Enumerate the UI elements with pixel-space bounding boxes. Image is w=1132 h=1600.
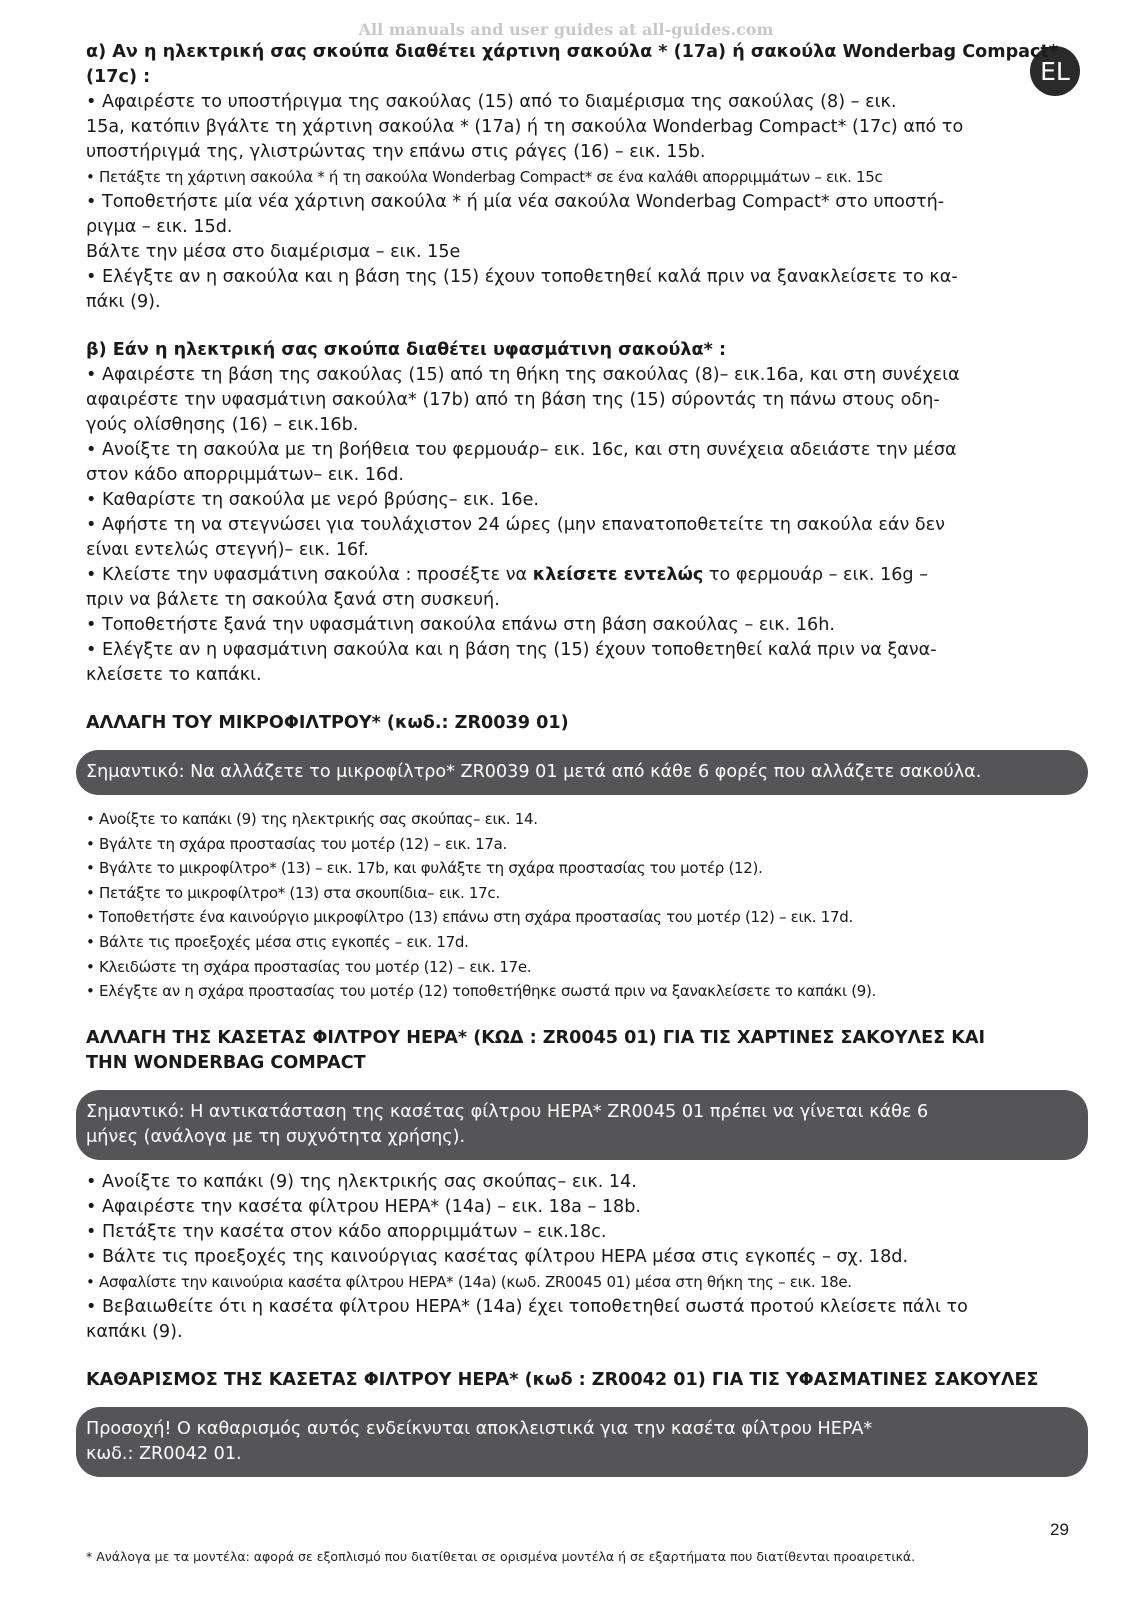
list-item: • Αφαιρέστε την κασέτα φίλτρου HEPA* (14a) – εικ. 18a – 18b.: [86, 1196, 641, 1217]
page-number: 29: [1050, 1520, 1069, 1539]
section-hepa-cleaning-heading: ΚΑΘΑΡΙΣΜΟΣ ΤΗΣ ΚΑΣΕΤΑΣ ΦΙΛΤΡΟΥ HEPA* (κωδ : ZR0042 01) ΓΙΑ ΤΙΣ ΥΦΑΣΜΑΤΙΝΕΣ ΣΑΚΟΥΛΕΣ: [86, 1369, 1039, 1390]
banner-text: μήνες (ανάλογα με τη συχνότητα χρήσης).: [86, 1126, 466, 1147]
section-a-heading: α) Αν η ηλεκτρική σας σκούπα διαθέτει χάρτινη σακούλα * (17a) ή σακούλα Wonderbag Compact*: [86, 42, 1059, 62]
list-item: • Πετάξτε το μικροφίλτρο* (13) στα σκουπίδια– εικ. 17c.: [86, 883, 500, 902]
list-item: • Βάλτε τις προεξοχές μέσα στις εγκοπές – εικ. 17d.: [86, 932, 469, 951]
text-line: • Καθαρίστε τη σακούλα με νερό βρύσης– εικ. 16e.: [86, 490, 540, 510]
microfilter-steps: [86, 807, 1076, 1004]
list-item: • Κλειδώστε τη σχάρα προστασίας του μοτέρ (12) – εικ. 17e.: [86, 957, 532, 976]
important-banner-microfilter: [76, 750, 1088, 795]
text-line: γούς ολίσθησης (16) – εικ.16b.: [86, 415, 359, 435]
text-line: • Τοποθετήστε ξανά την υφασμάτινη σακούλα επάνω στη βάση σακούλας – εικ. 16h.: [86, 615, 835, 635]
footnote: * Ανάλογα με τα μοντέλα: αφορά σε εξοπλισμό που διατίθεται σε ορισμένα μοντέλα ή σε εξαρτήματα που διατίθενται προαιρετικά.: [86, 1549, 916, 1564]
text-line: • Αφαιρέστε το υποστήριγμα της σακούλας (15) από το διαμέρισμα της σακούλας (8) – εικ.: [86, 92, 897, 112]
text-line: είναι εντελώς στεγνή)– εικ. 16f.: [86, 540, 369, 560]
text-line: πάκι (9).: [86, 292, 161, 312]
section-hepa-heading: ΑΛΛΑΓΗ ΤΗΣ ΚΑΣΕΤΑΣ ΦΙΛΤΡΟΥ HEPA* (ΚΩΔ : ZR0045 01) ΓΙΑ ΤΙΣ ΧΑΡΤΙΝΕΣ ΣΑΚΟΥΛΕΣ ΚΑΙ: [86, 1027, 986, 1048]
list-item: • Βάλτε τις προεξοχές της καινούργιας κασέτας φίλτρου HEPA μέσα στις εγκοπές – σχ. 18d.: [86, 1246, 909, 1267]
text-line: υποστήριγμά της, γλιστρώντας την επάνω στις ράγες (16) – εικ. 15b.: [86, 142, 706, 162]
text-line: • Ανοίξτε τη σακούλα με τη βοήθεια του φερμουάρ– εικ. 16c, και στη συνέχεια αδειάστε την μέσα: [86, 440, 957, 460]
text-line: πριν να βάλετε τη σακούλα ξανά στη συσκευή.: [86, 590, 500, 610]
list-item: • Βεβαιωθείτε ότι η κασέτα φίλτρου HEPA* (14a) έχει τοποθετηθεί σωστά προτού κλείσετε πάλι το: [86, 1296, 968, 1317]
banner-text: Σημαντικό: Να αλλάζετε το μικροφίλτρο* ZR0039 01 μετά από κάθε 6 φορές που αλλάζετε σακούλα.: [86, 762, 982, 782]
text-line: κλείσετε το καπάκι.: [86, 665, 262, 685]
text-line: • Πετάξτε τη χάρτινη σακούλα * ή τη σακούλα Wonderbag Compact* σε ένα καλάθι απορριμμάτων – εικ. 15c: [86, 168, 883, 186]
list-item: • Πετάξτε την κασέτα στον κάδο απορριμμάτων – εικ.18c.: [86, 1221, 607, 1242]
section-b-heading: β) Εάν η ηλεκτρική σας σκούπα διαθέτει υφασμάτινη σακούλα* :: [86, 340, 726, 360]
language-badge: EL: [1030, 46, 1080, 96]
text-line: αφαιρέστε την υφασμάτινη σακούλα* (17b) από τη βάση της (15) σύροντάς τη πάνω στους οδη-: [86, 390, 940, 410]
warning-banner-hepa-cleaning: [76, 1407, 1088, 1477]
text-line: • Αφήστε τη να στεγνώσει για τουλάχιστον 24 ώρες (μην επανατοποθετείτε τη σακούλα εάν δεν: [86, 515, 945, 535]
list-item: • Ανοίξτε το καπάκι (9) της ηλεκτρικής σας σκούπας– εικ. 14.: [86, 810, 538, 828]
list-item: καπάκι (9).: [86, 1321, 183, 1342]
text-line: • Αφαιρέστε τη βάση της σακούλας (15) από τη θήκη της σακούλας (8)– εικ.16a, και στη συνέχεια: [86, 365, 960, 385]
list-item: • Βγάλτε τη σχάρα προστασίας του μοτέρ (12) – εικ. 17a.: [86, 834, 507, 853]
banner-text: κωδ.: ZR0042 01.: [86, 1443, 242, 1464]
emphasis-text: κλείσετε εντελώς: [532, 565, 704, 585]
text-line-close-bag: [86, 563, 1076, 588]
list-item: • Βγάλτε το μικροφίλτρο* (13) – εικ. 17b, και φυλάξτε τη σχάρα προστασίας του μοτέρ (12).: [86, 859, 763, 878]
section-a-heading-cont: (17c) :: [86, 67, 151, 87]
list-item: • Τοποθετήστε ένα καινούργιο μικροφίλτρο (13) επάνω στη σχάρα προστασίας του μοτέρ (12) – εικ. 17d.: [86, 908, 853, 927]
list-item: • Ασφαλίστε την καινούρια κασέτα φίλτρου HEPA* (14a) (κωδ. ZR0045 01) μέσα στη θήκη της – εικ. 18e.: [86, 1272, 852, 1291]
important-banner-hepa: [76, 1090, 1088, 1160]
watermark: All manuals and user guides at all-guides.com: [358, 20, 774, 39]
section-microfilter-heading: ΑΛΛΑΓΗ ΤΟΥ ΜΙΚΡΟΦΙΛΤΡΟΥ* (κωδ.: ZR0039 01): [86, 713, 569, 733]
text-line: • Ελέγξτε αν η υφασμάτινη σακούλα και η βάση της (15) έχουν τοποθετηθεί καλά πριν να ξανα-: [86, 640, 937, 660]
section-hepa-heading-cont: ΤΗΝ WONDERBAG COMPACT: [86, 1052, 366, 1073]
list-item: • Ανοίξτε το καπάκι (9) της ηλεκτρικής σας σκούπας– εικ. 14.: [86, 1171, 637, 1192]
text-line: • Τοποθετήστε μία νέα χάρτινη σακούλα * ή μία νέα σακούλα Wonderbag Compact* στο υποστή-: [86, 192, 945, 212]
text-fragment: το φερμουάρ – εικ. 16g –: [703, 565, 928, 585]
text-line: • Ελέγξτε αν η σακούλα και η βάση της (15) έχουν τοποθετηθεί καλά πριν να ξανακλείσετε το κα-: [86, 267, 958, 287]
text-line: Βάλτε την μέσα στο διαμέρισμα – εικ. 15e: [86, 242, 461, 262]
text-line: ριγμα – εικ. 15d.: [86, 217, 233, 237]
page-content: [86, 40, 1076, 1477]
list-item: • Ελέγξτε αν η σχάρα προστασίας του μοτέρ (12) τοποθετήθηκε σωστά πριν να ξανακλείσετε το καπάκι (9).: [86, 982, 877, 1001]
text-line: 15a, κατόπιν βγάλτε τη χάρτινη σακούλα * (17a) ή τη σακούλα Wonderbag Compact* (17c) από το: [86, 117, 964, 137]
text-fragment: • Κλείστε την υφασμάτινη σακούλα : προσέξτε να: [86, 565, 533, 585]
text-line: στον κάδο απορριμμάτων– εικ. 16d.: [86, 465, 404, 485]
banner-text: Σημαντικό: Η αντικατάσταση της κασέτας φίλτρου HEPA* ZR0045 01 πρέπει να γίνεται κάθε 6: [86, 1101, 929, 1122]
banner-text: Προσοχή! Ο καθαρισμός αυτός ενδείκνυται αποκλειστικά για την κασέτα φίλτρου HEPA*: [86, 1418, 873, 1439]
